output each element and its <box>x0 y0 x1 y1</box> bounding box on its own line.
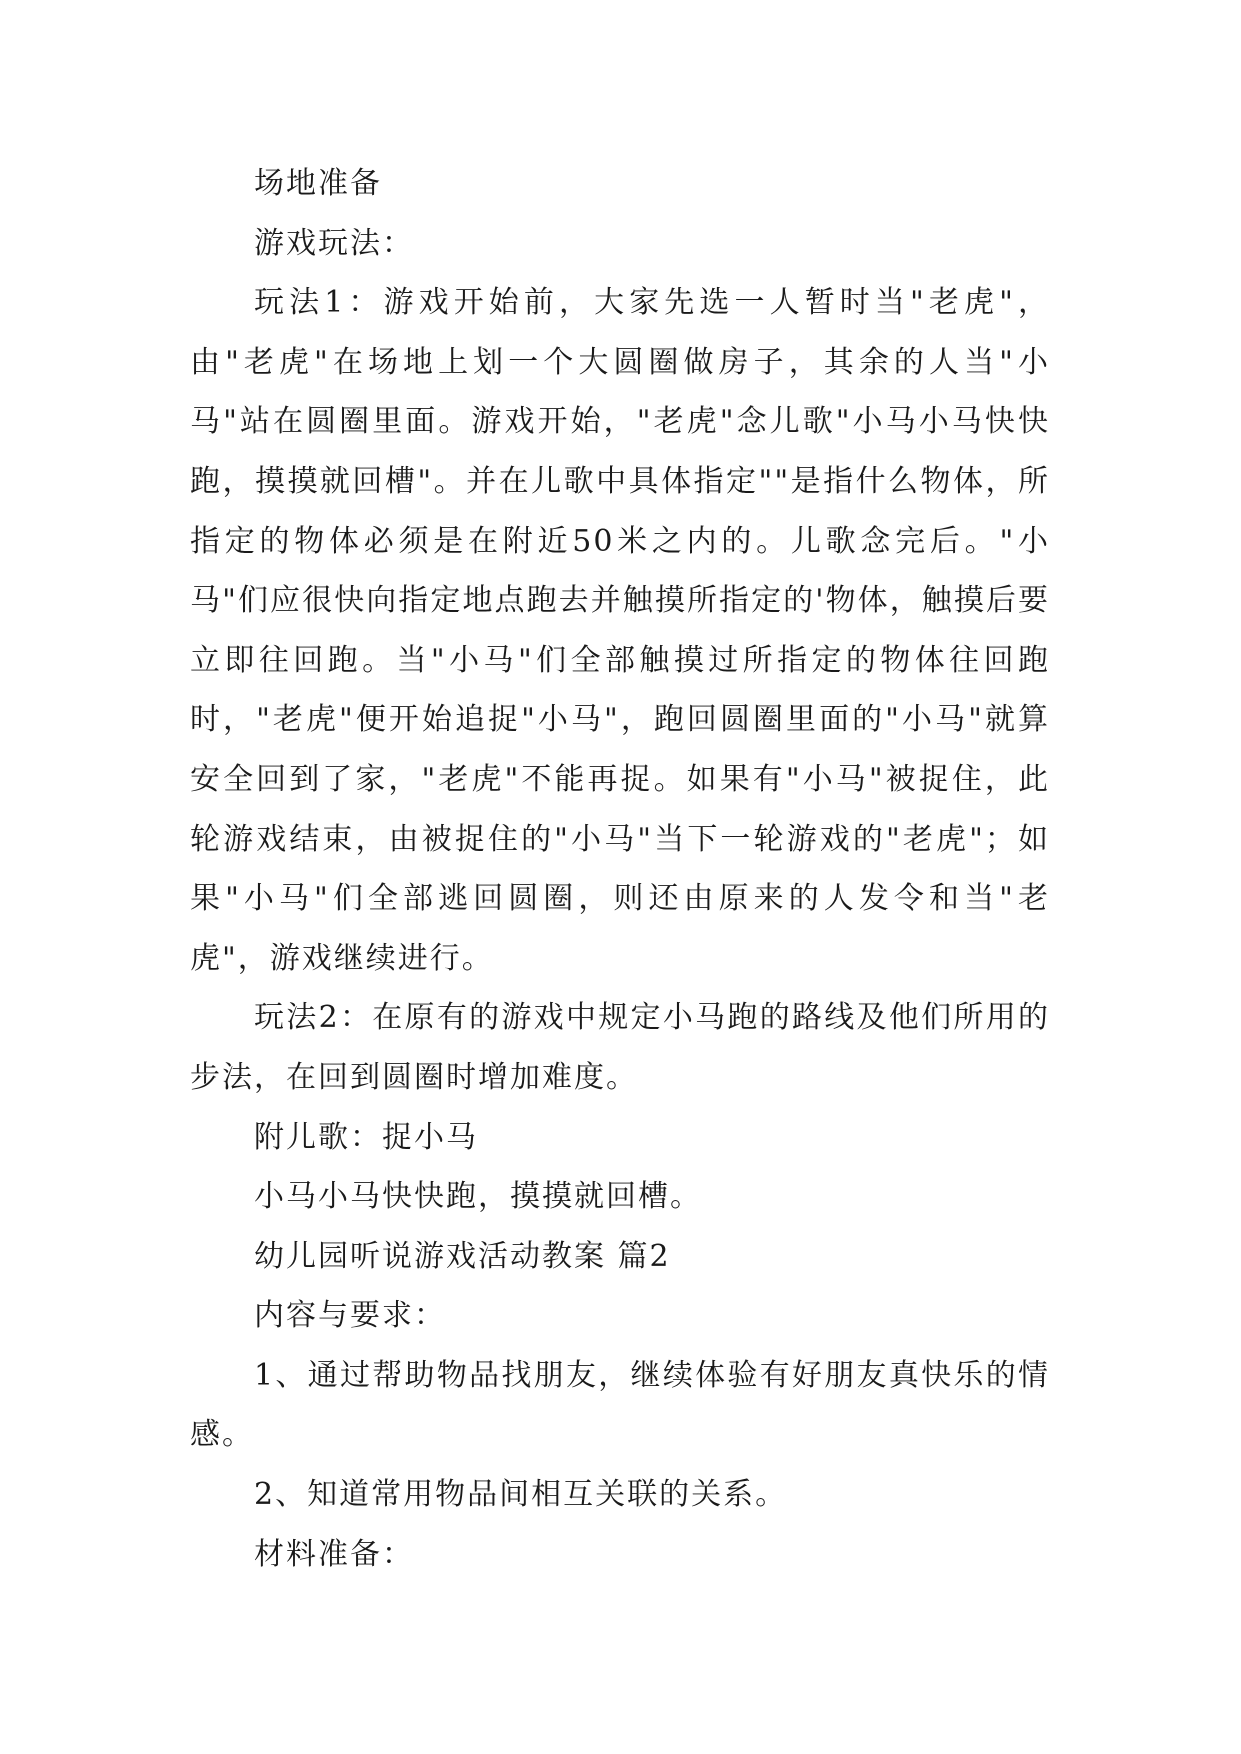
paragraph-nursery-rhyme: 小马小马快快跑，摸摸就回槽。 <box>254 1179 702 1215</box>
paragraph-nursery-rhyme-title: 附儿歌：捉小马 <box>254 1119 478 1155</box>
paragraph-requirement-1: 1、通过帮助物品找朋友，继续体验有好朋友真快乐的情感。 <box>190 1357 1050 1453</box>
paragraph-game-rules-heading: 游戏玩法： <box>254 225 414 261</box>
document-body <box>190 154 1050 1584</box>
paragraph-materials-heading: 材料准备： <box>254 1536 414 1572</box>
paragraph-rule-2: 玩法2：在原有的游戏中规定小马跑的路线及他们所用的步法，在回到圆圈时增加难度。 <box>190 1000 1050 1095</box>
paragraph-content-requirements-heading: 内容与要求： <box>254 1298 446 1334</box>
section-heading-part-2: 幼儿园听说游戏活动教案 篇2 <box>254 1238 671 1274</box>
paragraph-requirement-2: 2、知道常用物品间相互关联的关系。 <box>254 1477 788 1513</box>
paragraph-rule-1: 玩法1：游戏开始前，大家先选一人暂时当"老虎"，由"老虎"在场地上划一个大圆圈做房子，其余的人当"小马"站在圆圈里面。游戏开始，"老虎"念儿歌"小马小马快快跑，摸摸就回槽"。并在儿歌中具体指定""是指什么物体，所指定的物体必须是在附近50米之内的。儿歌念完后。"小马"们应很快向指定地点跑去并触摸所指定的'物体，触摸后要立即往回跑。当"小马"们全部触摸过所指定的物体往回跑时，"老虎"便开始追捉"小马"，跑回圆圈里面的"小马"就算安全回到了家，"老虎"不能再捉。如果有"小马"被捉住，此轮游戏结束，由被捉住的"小马"当下一轮游戏的"老虎"；如果"小马"们全部逃回圆圈，则还由原来的人发令和当"老虎"，游戏继续进行。 <box>190 285 1050 976</box>
paragraph-venue-prep: 场地准备 <box>254 166 382 201</box>
